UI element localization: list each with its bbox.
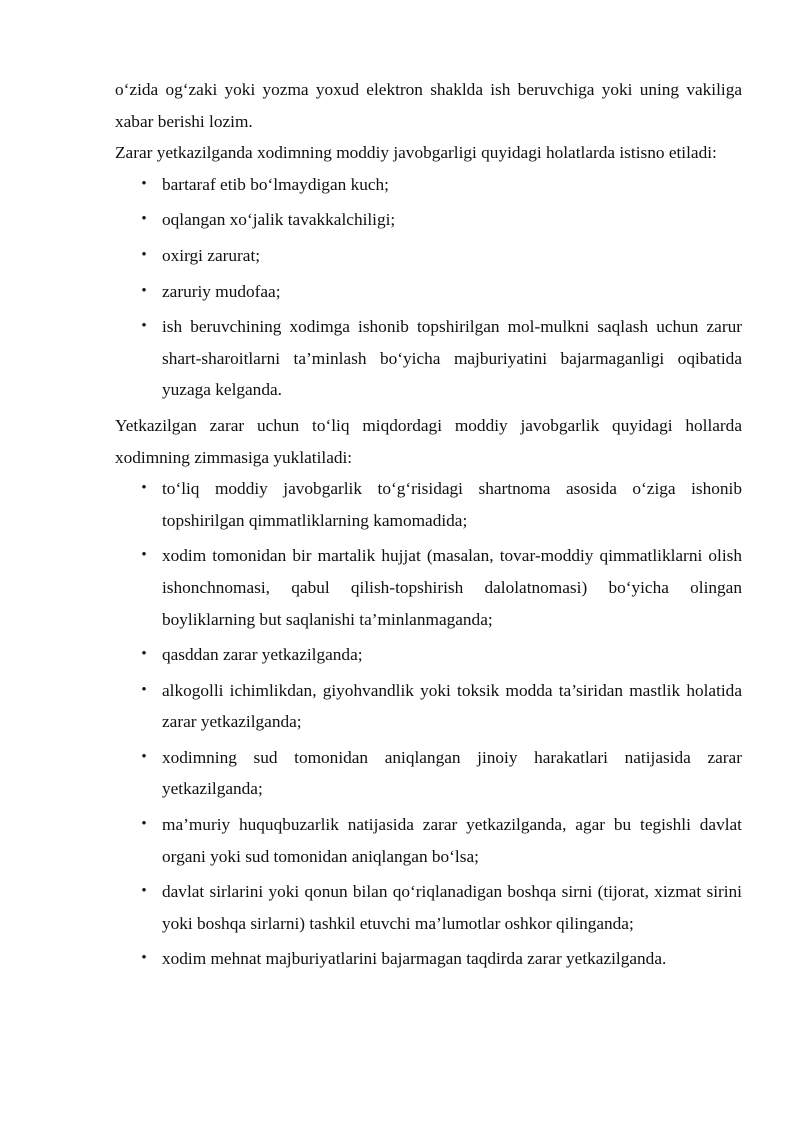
bullet-icon: •: [141, 282, 147, 299]
bullet-icon: •: [141, 175, 147, 192]
bullet-icon: •: [141, 646, 147, 663]
bullet-icon: •: [141, 246, 147, 263]
bullet-icon: •: [141, 547, 147, 564]
list-item-text: to‘liq moddiy javobgarlik to‘g‘risidagi shartnoma asosida o‘ziga ishonib topshirilgan qimmatliklarning kamomadida;: [162, 479, 742, 530]
list-item-text: ish beruvchining xodimga ishonib topshirilgan mol-mulkni saqlash uchun zarur shart-sharoitlarni ta’minlash bo‘yicha majburiyatini bajarmaganligi oqibatida yuzaga kelganda.: [162, 317, 742, 400]
exclusion-list: [115, 169, 742, 406]
list-item-text: xodimning sud tomonidan aniqlangan jinoiy harakatlari natijasida zarar yetkazilganda;: [162, 747, 742, 799]
list-item-text: oqlangan xo‘jalik tavakkalchiligi;: [162, 210, 396, 230]
list-item-text: davlat sirlarini yoki qonun bilan qo‘riqlanadigan boshqa sirni (tijorat, xizmat sirini yoki boshqa sirlarni) tashkil etuvchi ma’lumotlar oshkor qilinganda;: [162, 882, 742, 933]
list-item: [115, 540, 742, 635]
list-item: [115, 473, 742, 536]
list-item-text: zaruriy mudofaa;: [162, 281, 281, 301]
list-item: [115, 240, 742, 272]
bullet-icon: •: [141, 950, 147, 967]
bullet-icon: •: [141, 816, 147, 833]
list-item-text: xodim mehnat majburiyatlarini bajarmagan taqdirda zarar yetkazilganda.: [162, 949, 667, 969]
list-item: [115, 276, 742, 308]
list-item: [115, 639, 742, 671]
exclusion-heading-paragraph: Zarar yetkazilganda xodimning moddiy javobgarligi quyidagi holatlarda istisno etiladi:: [115, 143, 717, 163]
list-item-text: bartaraf etib bo‘lmaydigan kuch;: [162, 174, 389, 194]
bullet-icon: •: [141, 211, 147, 228]
list-item: [115, 311, 742, 406]
bullet-icon: •: [141, 480, 147, 497]
bullet-icon: •: [141, 681, 147, 698]
list-item: [115, 876, 742, 939]
list-item-text: alkogolli ichimlikdan, giyohvandlik yoki toksik modda ta’siridan mastlik holatida zarar yetkazilganda;: [162, 680, 742, 732]
intro-continuation-paragraph: o‘zida og‘zaki yoki yozma yoxud elektron shaklda ish beruvchiga yoki uning vakiliga xabar berishi lozim.: [115, 80, 742, 131]
list-item-text: qasddan zarar yetkazilganda;: [162, 645, 363, 665]
bullet-icon: •: [141, 318, 147, 335]
list-item: [115, 169, 742, 201]
list-item: [115, 675, 742, 738]
full-liability-list: [115, 473, 742, 975]
list-item: [115, 809, 742, 872]
bullet-icon: •: [141, 748, 147, 765]
list-item: [115, 943, 742, 975]
list-item-text: ma’muriy huquqbuzarlik natijasida zarar yetkazilganda, agar bu tegishli davlat organi yoki sud tomonidan aniqlangan bo‘lsa;: [162, 815, 742, 866]
list-item-text: xodim tomonidan bir martalik hujjat (masalan, tovar-moddiy qimmatliklarni olish ishonchnomasi, qabul qilish-topshirish dalolatnomasi) bo‘yicha olingan boyliklarning but saqlanishi ta’minlanmaganda;: [162, 546, 742, 629]
list-item: [115, 742, 742, 805]
bullet-icon: •: [141, 883, 147, 900]
list-item: [115, 204, 742, 236]
document-page: [115, 74, 742, 979]
list-item-text: oxirgi zarurat;: [162, 245, 261, 265]
full-liability-heading-paragraph: Yetkazilgan zarar uchun to‘liq miqdordagi moddiy javobgarlik quyidagi hollarda xodimning zimmasiga yuklatiladi:: [115, 415, 742, 467]
